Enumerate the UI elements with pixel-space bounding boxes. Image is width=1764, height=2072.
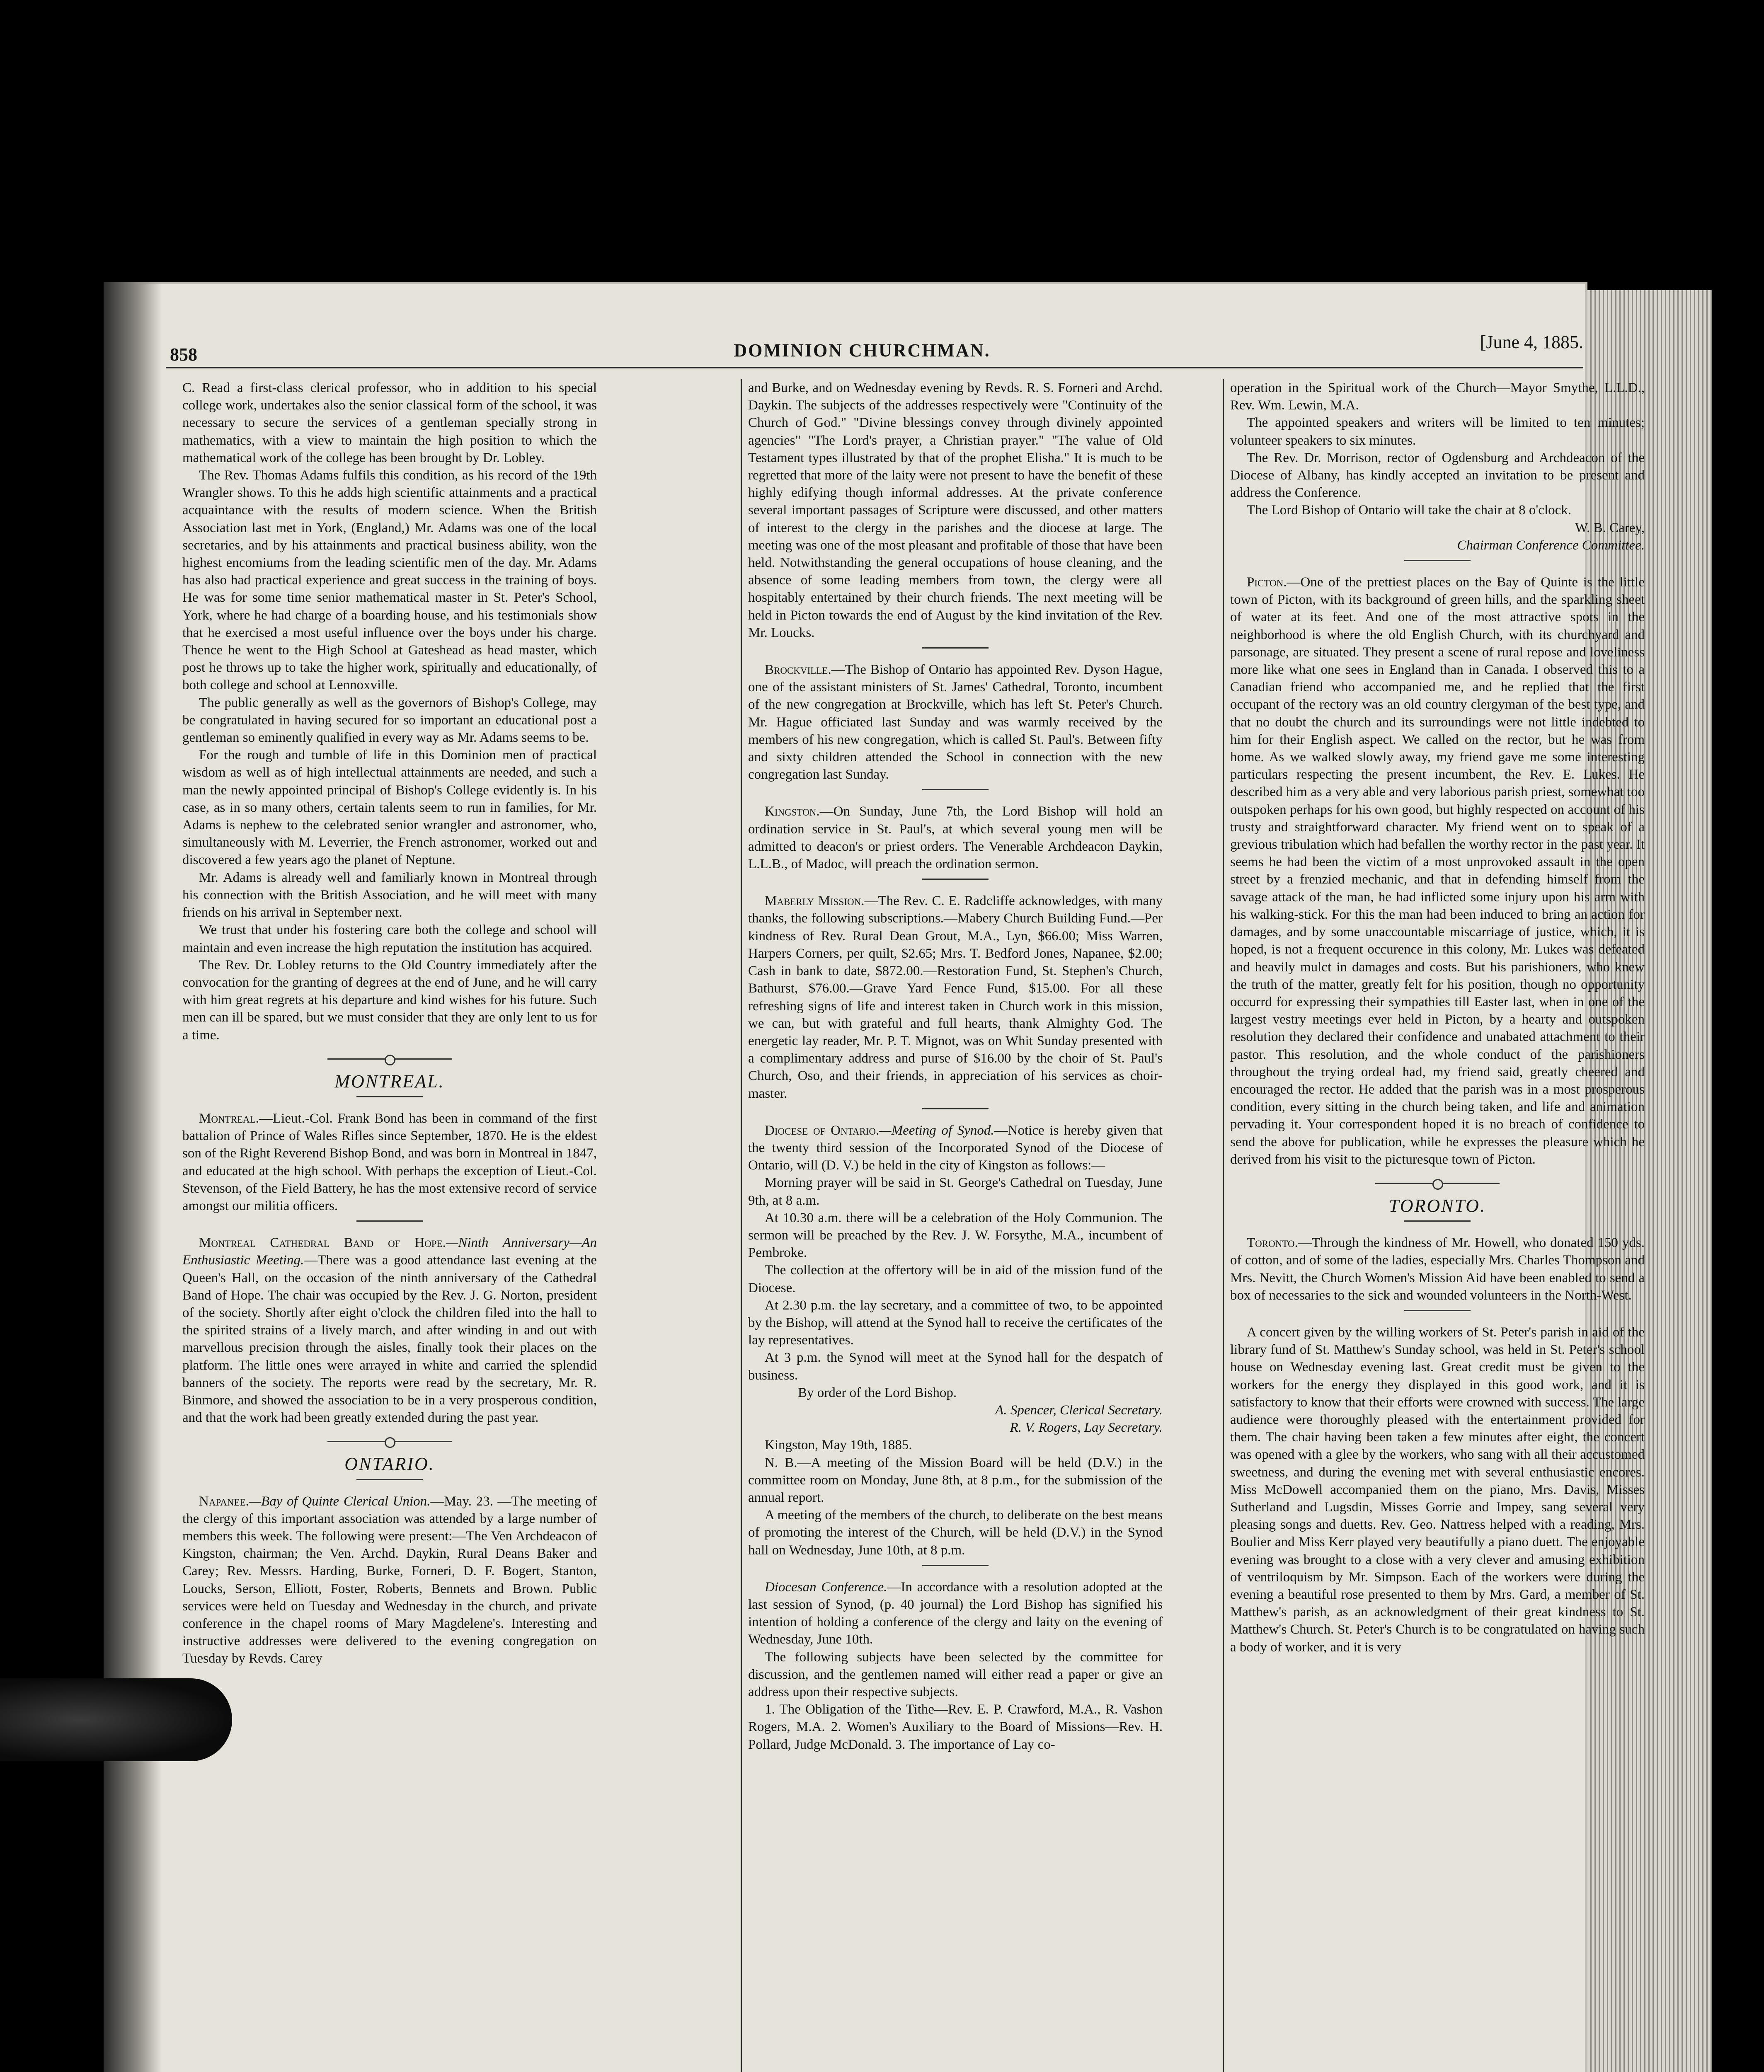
notice-dateline: Kingston, May 19th, 1885.: [765, 1438, 912, 1453]
article-paragraph: Mr. Adams is already well and familiarly known in Montreal through his connection with the British Association, and he will meet with many friends on his arrival in September next.: [182, 870, 597, 920]
article-paragraph: N. B.—A meeting of the Mission Board will be held (D.V.) in the committee room on Monday, June 8th, at 8 p.m., for the submission of the annual report.: [748, 1455, 1163, 1505]
article-paragraph: The following subjects have been selected by the committee for discussion, and the gentlemen named will either read a paper or give an address upon their respective subjects.: [748, 1649, 1163, 1700]
article-paragraph: A meeting of the members of the church, to deliberate on the best means of promoting the interest of the Church, will be held (D.V.) in the Synod hall on Wednesday, June 10th, at 8 p.m.: [748, 1508, 1163, 1558]
section-ornament: [327, 1053, 452, 1065]
article-paragraph: operation in the Spiritual work of the Church—Mayor Smythe, L.L.D., Rev. Wm. Lewin, M.A.: [1230, 380, 1645, 413]
news-item: Diocese of Ontario.—Meeting of Synod.—Notice is hereby given that the twenty third session of the Incorporated Synod of the Diocese of Ontario, will (D. V.) be held in the city of Kingston as follows:—: [748, 1123, 1163, 1173]
article-paragraph: At 10.30 a.m. there will be a celebration of the Holy Communion. The sermon will be preached by the Rev. J. W. Forsythe, M.A., incumbent of Pembroke.: [748, 1210, 1163, 1261]
short-rule: [922, 647, 989, 649]
notice-signature: W. B. Carey,: [1575, 520, 1645, 535]
news-item: Montreal.—Lieut.-Col. Frank Bond has been in command of the first battalion of Prince of Wales Rifles since September, 1870. He is the eldest son of the Right Reverend Bishop Bond, and was born in Montreal in 1847, and educated at the high school. With perhaps the exception of Lieut.-Col. Stevenson, of the Field Battery, he has the most extensive record of service amongst our militia officers.: [182, 1111, 597, 1213]
article-paragraph: For the rough and tumble of life in this Dominion men of practical wisdom as well as of high intellectual attainments are needed, and such a man the newly appointed principal of Bishop's College evidently is. In his case, as in so many others, certain talents seem to run in families, for Mr. Adams is nephew to the celebrated senior wrangler and astronomer, who, simultaneously with M. Leverrier, the French astronomer, worked out and discovered a few years ago the planet of Neptune.: [182, 748, 597, 868]
section-ornament: [327, 1435, 452, 1448]
section-heading-toronto: TORONTO.: [1389, 1195, 1486, 1216]
article-paragraph: A concert given by the willing workers of St. Peter's parish in aid of the library fund of St. Matthew's Sunday school, was held in St. Peter's school house on Wednesday evening last. Great credit must be given to the workers for the energy they displayed in this good work, and it is satisfactory to know that their efforts were crowned with success. The large audience were thoroughly pleased with the entertainment provided for them. The chair having been taken a few minutes after eight, the concert was opened with a glee by the workers, who sang with all their accustomed sweetness, and during the evening met with several enthusiastic encores. Miss McDowell accompanied them on the piano, Mrs. Davis, Misses Sutherland and Lugsdin, Misses Gorrie and Impey, sang several very pleasing songs and duetts. Rev. Geo. Nattress helped with a reading, Mrs. Boulier and Miss Kerr played very beautifully a piano duett. The enjoyable evening was brought to a close with a very clever and amusing exhibition of ventriloquism by Mr. Simpson. Each of the workers were during the evening a beautiful rose presented to them by Mrs. Gard, a member of St. Matthew's parish, as an acknowledgment of their great kindness to St. Matthew's Church. St. Peter's Church is to be congratulated on having such a body of worker, and it is very: [1230, 1324, 1645, 1655]
section-heading-ontario: ONTARIO.: [344, 1454, 435, 1474]
notice-signature: A. Spencer, Clerical Secretary.: [995, 1402, 1163, 1418]
article-paragraph: The appointed speakers and writers will be limited to ten minutes; volunteer speakers to six minutes.: [1230, 415, 1645, 448]
page-number: 858: [170, 344, 197, 365]
page-header: [141, 332, 1583, 365]
article-paragraph: The Rev. Thomas Adams fulfils this condition, as his record of the 19th Wrangler shows. To this he adds high scientific attainments and a practical acquaintance with the results of modern science. When the British Association last met in York, (England,) Mr. Adams was one of the local secretaries, and by his attainments and practical business ability, won the highest encomiums from the leading scientific men of the day. Mr. Adams has also had practical experience and great success in the training of boys. He was for some time senior mathematical master in St. Peter's School, York, where he had charge of a boarding house, and his testimonials show that he exercised a most useful influence over the boys under his charge. Thence he went to the High School at Gateshead as head master, which post he throws up to take the higher work, spiritually and educationally, of both college and school at Lennoxville.: [182, 468, 597, 693]
notice-signature: R. V. Rogers, Lay Secretary.: [1010, 1420, 1163, 1435]
notice-signature-title: Chairman Conference Committee.: [1457, 537, 1645, 553]
article-paragraph: At 2.30 p.m. the lay secretary, and a committee of two, to be appointed by the Bishop, will attend at the Synod hall to receive the certificates of the lay representatives.: [748, 1297, 1163, 1348]
short-rule: [1404, 1220, 1471, 1222]
news-item: Montreal Cathedral Band of Hope.—Ninth Anniversary—An Enthusiastic Meeting.—There was a good attendance last evening at the Queen's Hall, on the occasion of the ninth anniversary of the Cathedral Band of Hope. The chair was occupied by the Rev. J. G. Norton, president of the society. Shortly after eight o'clock the children filed into the hall to the spirited strains of a lively march, and after winding in and out with marvellous precision through the aisles, finally took their places on the platform. The little ones were arrayed in white and carried the splendid banners of the society. The reports were read by the secretary, Mr. R. Binmore, and showed the association to be in a very prosperous condition, and that the work had been greatly extended during the past year.: [182, 1235, 597, 1426]
article-paragraph: We trust that under his fostering care both the college and school will maintain and even increase the high reputation the institution has acquired.: [182, 922, 597, 955]
issue-date: [June 4, 1885.: [1480, 332, 1583, 352]
short-rule: [1404, 1310, 1471, 1311]
short-rule: [356, 1096, 423, 1097]
article-paragraph: The collection at the offertory will be in aid of the mission fund of the Diocese.: [748, 1263, 1163, 1295]
masthead-title: DOMINION CHURCHMAN.: [734, 340, 991, 361]
short-rule: [356, 1479, 423, 1480]
news-item: Napanee.—Bay of Quinte Clerical Union.—May. 23. —The meeting of the clergy of this important association was attended by a large number of members this week. The following were present:—The Ven Archdeacon of Kingston, chairman; the Ven. Archd. Daykin, Rural Deans Baker and Carey; Rev. Messrs. Harding, Burke, Forneri, D. F. Bogert, Stanton, Loucks, Serson, Elliott, Foster, Roberts, Bennets and Brown. Public services were held on Tuesday and Wednesday in the church, and private conference in the chapel rooms of Mary Magdelene's. Interesting and instructive addresses were delivered to the evening congregation on Tuesday by Revds. Carey: [182, 1493, 597, 1666]
article-paragraph: Morning prayer will be said in St. George's Cathedral on Tuesday, June 9th, at 8 a.m.: [748, 1175, 1163, 1208]
header-rule: [166, 367, 1583, 368]
news-item: Brockville.—The Bishop of Ontario has appointed Rev. Dyson Hague, one of the assistant ministers of St. James' Cathedral, Toronto, incumbent of the new congregation at Brockville, which has left St. Peter's Church. Mr. Hague officiated last Sunday and was warmly received by the members of his new congregation, which is called St. Paul's. Between fifty and sixty children attended the School in connection with the new congregation last Sunday.: [748, 662, 1163, 782]
short-rule: [922, 1108, 989, 1109]
section-heading-montreal: MONTREAL.: [334, 1071, 445, 1092]
article-paragraph: At 3 p.m. the Synod will meet at the Synod hall for the despatch of business.: [748, 1350, 1163, 1383]
short-rule: [1404, 560, 1471, 561]
short-rule: [922, 1565, 989, 1566]
column-rule: [741, 379, 742, 2072]
news-item: Maberly Mission.—The Rev. C. E. Radcliffe acknowledges, with many thanks, the following subscriptions.—Mabery Church Building Fund.—Per kindness of Rev. Rural Dean Grout, M.A., Lyn, $66.00; Miss Warren, Harpers Corners, per quilt, $2.65; Mrs. T. Bedford Jones, Napanee, $2.00; Cash in bank to date, $872.00.—Restoration Fund, St. Stephen's Church, Bathurst, $76.00.—Grave Yard Fence Fund, $15.00. For all these refreshing signs of life and interest taken in Church work in this mission, we can, but with grateful and full hearts, thank Almighty God. The energetic lay reader, Mr. P. T. Mignot, was on Whit Sunday presented with a complimentary address and purse of $16.00 by the choir of St. Paul's Church, Oso, and their friends, in appreciation of his services as choir-master.: [748, 893, 1163, 1101]
article-paragraph: The Lord Bishop of Ontario will take the chair at 8 o'clock.: [1247, 503, 1572, 518]
article-paragraph: The Rev. Dr. Morrison, rector of Ogdensburg and Archdeacon of the Diocese of Albany, has kindly accepted an invitation to be present and address the Conference.: [1230, 450, 1645, 501]
short-rule: [922, 879, 989, 880]
news-item: Kingston.—On Sunday, June 7th, the Lord Bishop will hold an ordination service in St. Paul's, at which several young men will be admitted to deacon's or priest orders. The Venerable Archdeacon Daykin, L.L.B., of Madoc, will preach the ordination sermon.: [748, 804, 1163, 872]
thumb-shadow: [0, 1678, 232, 1761]
article-paragraph: 1. The Obligation of the Tithe—Rev. E. P. Crawford, M.A., R. Vashon Rogers, M.A. 2. Women's Auxiliary to the Board of Missions—Rev. H. Pollard, Judge McDonald. 3. The importance of Lay co-: [748, 1702, 1163, 1752]
short-rule: [356, 1220, 423, 1222]
column-left: [182, 379, 597, 1668]
notice-order: By order of the Lord Bishop.: [798, 1385, 957, 1400]
news-item: Toronto.—Through the kindness of Mr. Howell, who donated 150 yds. of cotton, and of some of the ladies, especially Mrs. Charles Thompson and Mrs. Nevitt, the Church Women's Mission Aid have been enabled to send a box of necessaries to the sick and wounded volunteers in the North-West.: [1230, 1235, 1645, 1303]
news-item: Diocesan Conference.—In accordance with a resolution adopted at the last session of Synod, (p. 40 journal) the Lord Bishop has signified his intention of holding a conference of the clergy and laity on the evening of Wednesday, June 10th.: [748, 1579, 1163, 1647]
article-paragraph: and Burke, and on Wednesday evening by Revds. R. S. Forneri and Archd. Daykin. The subjects of the addresses respectively were "Continuity of the Church of God." "Divine blessings convey through divinely appointed agencies" "The Lord's prayer, a Christian prayer." "The value of Old Testament types illustrated by that of the prophet Elisha." It is much to be regretted that more of the laity were not present to have the benefit of these highly edifying though informal addresses. At the private conference several important passages of Scripture were discussed, and other matters of interest to the clergy in the parishes and the diocese at large. The meeting was one of the most pleasant and profitable of those that have been held. Notwithstanding the general occupations of house cleaning, and the absence of some leading members from town, the clergy were all hospitably entertained by their church friends. The next meeting will be held in Picton towards the end of August by the kind invitation of the Rev. Mr. Loucks.: [748, 380, 1163, 640]
article-paragraph: The Rev. Dr. Lobley returns to the Old Country immediately after the convocation for the granting of degrees at the end of June, and he will carry with him great regrets at his departure and kind wishes for his future. Such men can ill be spared, but we must consider that they are only lent to us for a time.: [182, 957, 597, 1043]
section-ornament: [1375, 1177, 1500, 1190]
news-item: Picton.—One of the prettiest places on the Bay of Quinte is the little town of Picton, with its background of green hills, and the sparkling sheet of water at its feet. And one of the most attractive spots in the neighborhood is where the old English Church, with its churchyard and parsonage, are situated. They present a scene of rural repose and loveliness more like what one sees in England than in Canada. I observed this to a Canadian friend who accompanied me, and he replied that the first occupant of the rectory was an old country clergyman of the best type, and that no doubt the church and its surroundings were not little indebted to him for their English aspect. We called on the rector, but he was from home. As we walked slowly away, my friend gave me some interesting particulars respecting the present incumbent, the Rev. E. Lukes. He described him as a very able and very laborious parish priest, somewhat too outspoken perhaps for his own good, but highly respected on account of his trusty and straightforward character. My friend went on to speak of a grevious tribulation which had befallen the worthy rector in the past year. It seems he had been the victim of a most unprovoked assault in the open street by a frenzied mechanic, and that in defending himself from the savage attack of the man, he had inflicted some injury upon his arm with his walking-stick. For this the man had been induced to bring an action for damages, and by some unaccountable miscarriage of justice, which, it is hoped, is not a frequent occurence in this colony, Mr. Lukes was defeated and heavily mulct in damages and costs. But his parishioners, who knew the truth of the matter, greatly felt for his position, though no opportunity occurrd for expressing their sympathies till Easter last, when in one of the largest vestry meetings ever held in Picton, by a hearty and outspoken resolution they declared their confidence and unabated attachment to their pastor. This resolution, and the whole conduct of the parishioners throughout the trying ordeal had, my friend said, greatly cheered and encouraged the rector. He added that the parish was in a most prosperous condition, every sitting in the church being taken, and life and animation pervading it. Your correspondent hoped it is no breach of confidence to send the above for publication, while he expresses the pleasure which he derived from his visit to the picturesque town of Picton.: [1230, 575, 1645, 1167]
column-middle: [748, 379, 1163, 1753]
column-right: [1230, 379, 1645, 1656]
article-paragraph: C. Read a first-class clerical professor, who in addition to his special college work, undertakes also the senior classical form of the school, it was necessary to secure the services of a gentleman specially strong in mathematics, with a view to maintain the high position to which the mathematical work of the college has been brought by Dr. Lobley.: [182, 380, 597, 465]
article-paragraph: The public generally as well as the governors of Bishop's College, may be congratulated in having secured for so important an educational post a gentleman so eminently qualified in every way as Mr. Adams seems to be.: [182, 695, 597, 746]
column-rule: [1223, 379, 1224, 2072]
short-rule: [922, 789, 989, 790]
spine-shadow: [104, 282, 162, 2072]
